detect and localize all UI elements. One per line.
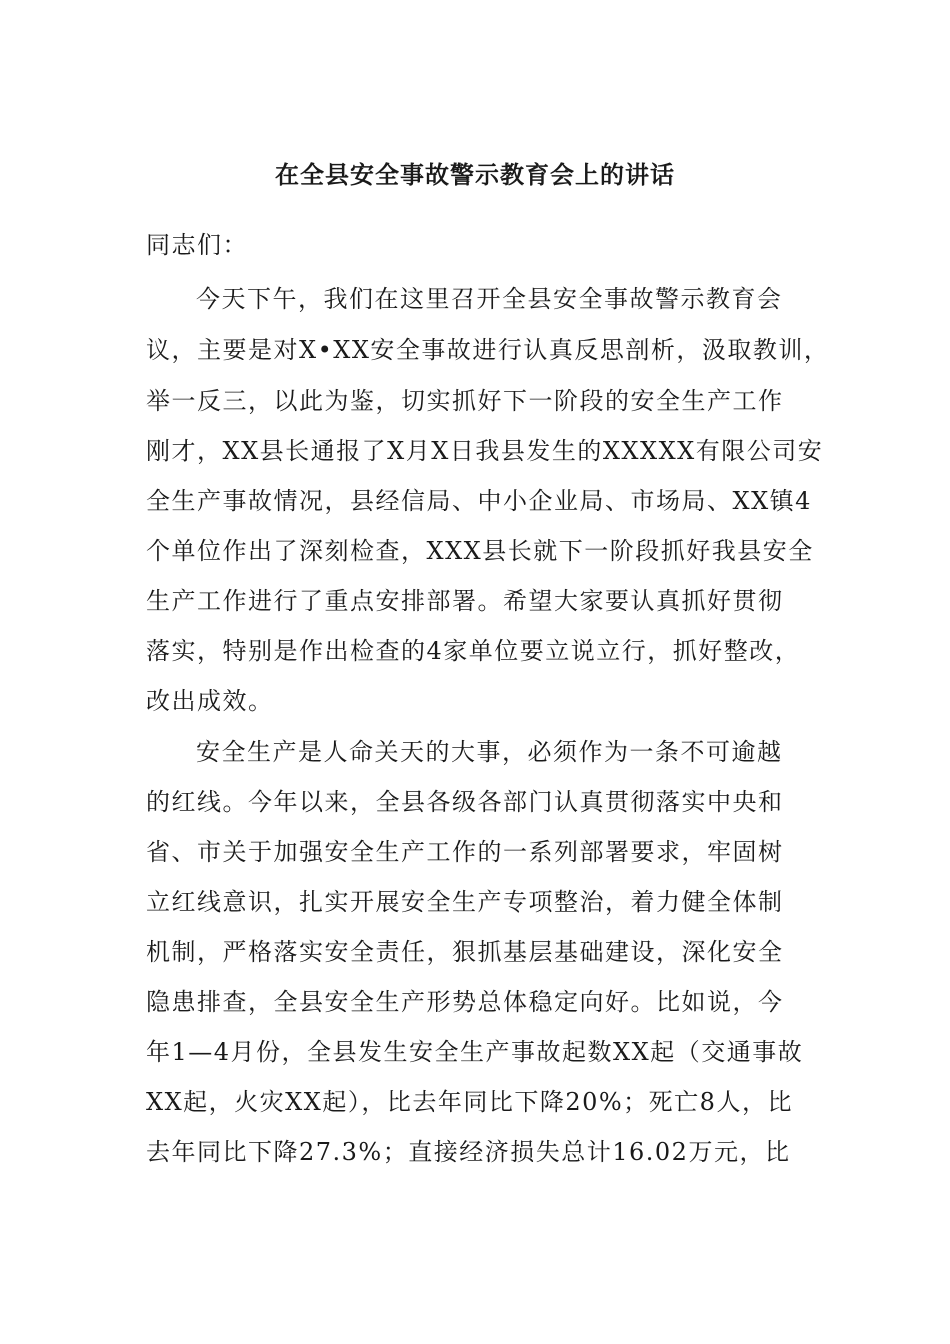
body-line: 年1—4月份，全县发生安全生产事故起数XX起（交通事故 [146,1038,804,1066]
body-line: 立红线意识，扎实开展安全生产专项整治，着力健全体制 [146,888,784,916]
body-line: 今天下午，我们在这里召开全县安全事故警示教育会 [196,285,783,313]
body-line: 的红线。今年以来，全县各级各部门认真贯彻落实中央和 [146,788,784,816]
body-line: 改出成效。 [146,687,274,715]
body-line: 安全生产是人命关天的大事，必须作为一条不可逾越 [196,738,783,766]
body-line: 省、市关于加强安全生产工作的一系列部署要求，牢固树 [146,838,784,866]
body-line: 去年同比下降27.3%；直接经济损失总计16.02万元，比 [146,1138,791,1166]
salutation: 同志们： [146,231,248,259]
body-line: 刚才，XX县长通报了X月X日我县发生的XXXXX有限公司安 [146,437,824,465]
body-line: 隐患排查，全县安全生产形势总体稳定向好。比如说，今 [146,988,784,1016]
body-line: XX起，火灾XX起），比去年同比下降20%；死亡8人，比 [146,1088,793,1116]
body-line: 落实，特别是作出检查的4家单位要立说立行，抓好整改， [146,637,801,665]
body-line: 机制，严格落实安全责任，狠抓基层基础建设，深化安全 [146,938,784,966]
body-line: 议，主要是对X•XX安全事故进行认真反思剖析，汲取教训， [146,336,830,364]
body-line: 举一反三，以此为鉴，切实抓好下一阶段的安全生产工作 [146,387,784,415]
body-line: 全生产事故情况，县经信局、中小企业局、市场局、XX镇4 [146,487,812,515]
body-line: 生产工作进行了重点安排部署。希望大家要认真抓好贯彻 [146,587,784,615]
document-title: 在全县安全事故警示教育会上的讲话 [275,160,675,189]
body-line: 个单位作出了深刻检查，XXX县长就下一阶段抓好我县安全 [146,537,814,565]
